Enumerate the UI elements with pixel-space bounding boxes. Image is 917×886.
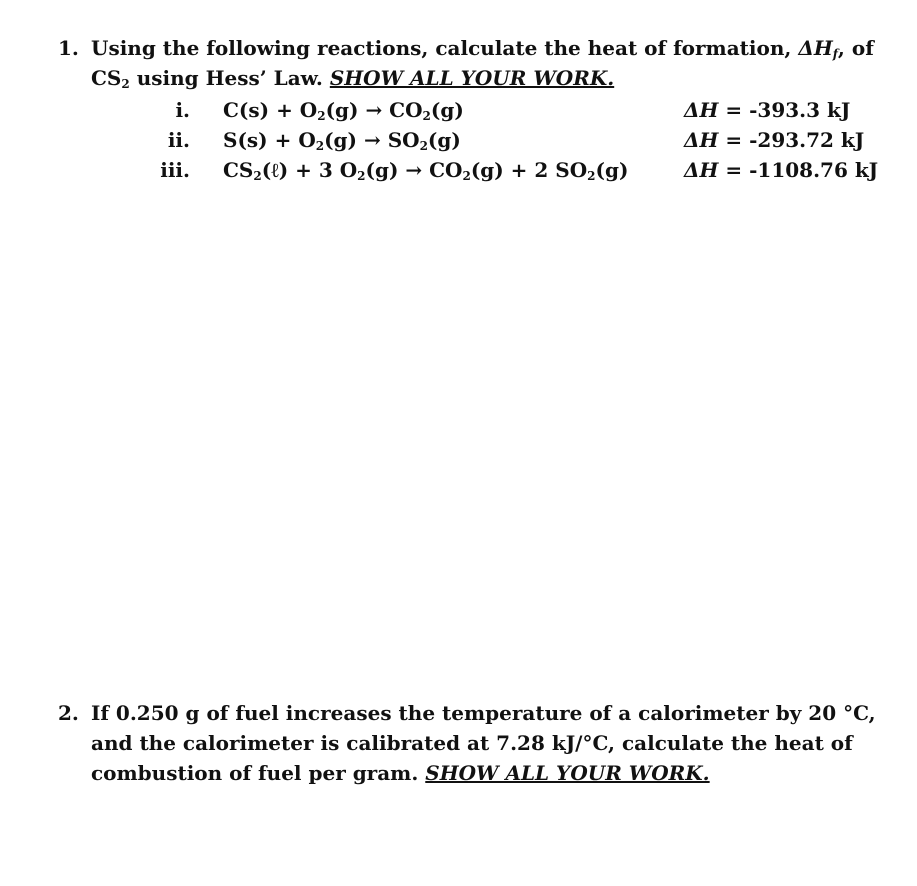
compound-subscript: 2 bbox=[121, 77, 130, 91]
reaction-2-equation: $S(s) + O_2(g) \to SO_2(g)$ bbox=[223, 128, 461, 153]
reaction-3-numeral: iii. bbox=[160, 158, 190, 182]
show-work-instruction-2: SHOW ALL YOUR WORK. bbox=[425, 761, 710, 785]
reaction-3-equation: $CS_2(\ell) + 3$ $O_2(g) \to CO_2(g) + 2$ $SO_2(g)$ bbox=[223, 158, 629, 183]
reaction-1-enthalpy: ΔH = -393.3 kJ bbox=[684, 98, 851, 122]
question-2-prompt bbox=[91, 698, 888, 788]
question-1-intro: Using the following reactions, calculate the heat of formation, bbox=[91, 36, 799, 60]
delta-h-symbol: ΔH bbox=[798, 36, 833, 60]
question-1-of: , of bbox=[837, 36, 874, 60]
question-1-number: 1. bbox=[58, 36, 79, 60]
question-2-number: 2. bbox=[58, 701, 79, 725]
show-work-instruction-1: SHOW ALL YOUR WORK. bbox=[329, 66, 615, 90]
reaction-3-enthalpy: ΔH = -1108.76 kJ bbox=[684, 158, 879, 182]
question-1-prompt bbox=[91, 33, 888, 93]
hess-law-text: using Hess’ Law. bbox=[129, 66, 330, 90]
reaction-2-numeral: ii. bbox=[167, 128, 190, 152]
question-2-line-1: If 0.250 g of fuel increases the temperature of a calorimeter by 20 °C, bbox=[91, 701, 876, 725]
reaction-2-enthalpy: ΔH = -293.72 kJ bbox=[684, 128, 865, 152]
delta-h-subscript: f bbox=[832, 47, 838, 61]
question-1 bbox=[58, 33, 888, 93]
compound-formula: CS bbox=[91, 66, 122, 90]
question-2 bbox=[58, 698, 888, 788]
reaction-1-equation: $C(s) + O_2(g) \to CO_2(g)$ bbox=[223, 98, 464, 123]
reaction-1-numeral: i. bbox=[175, 98, 190, 122]
question-2-line-3: combustion of fuel per gram. bbox=[91, 761, 426, 785]
question-2-line-2: and the calorimeter is calibrated at 7.28 kJ/°C, calculate the heat of bbox=[91, 731, 853, 755]
